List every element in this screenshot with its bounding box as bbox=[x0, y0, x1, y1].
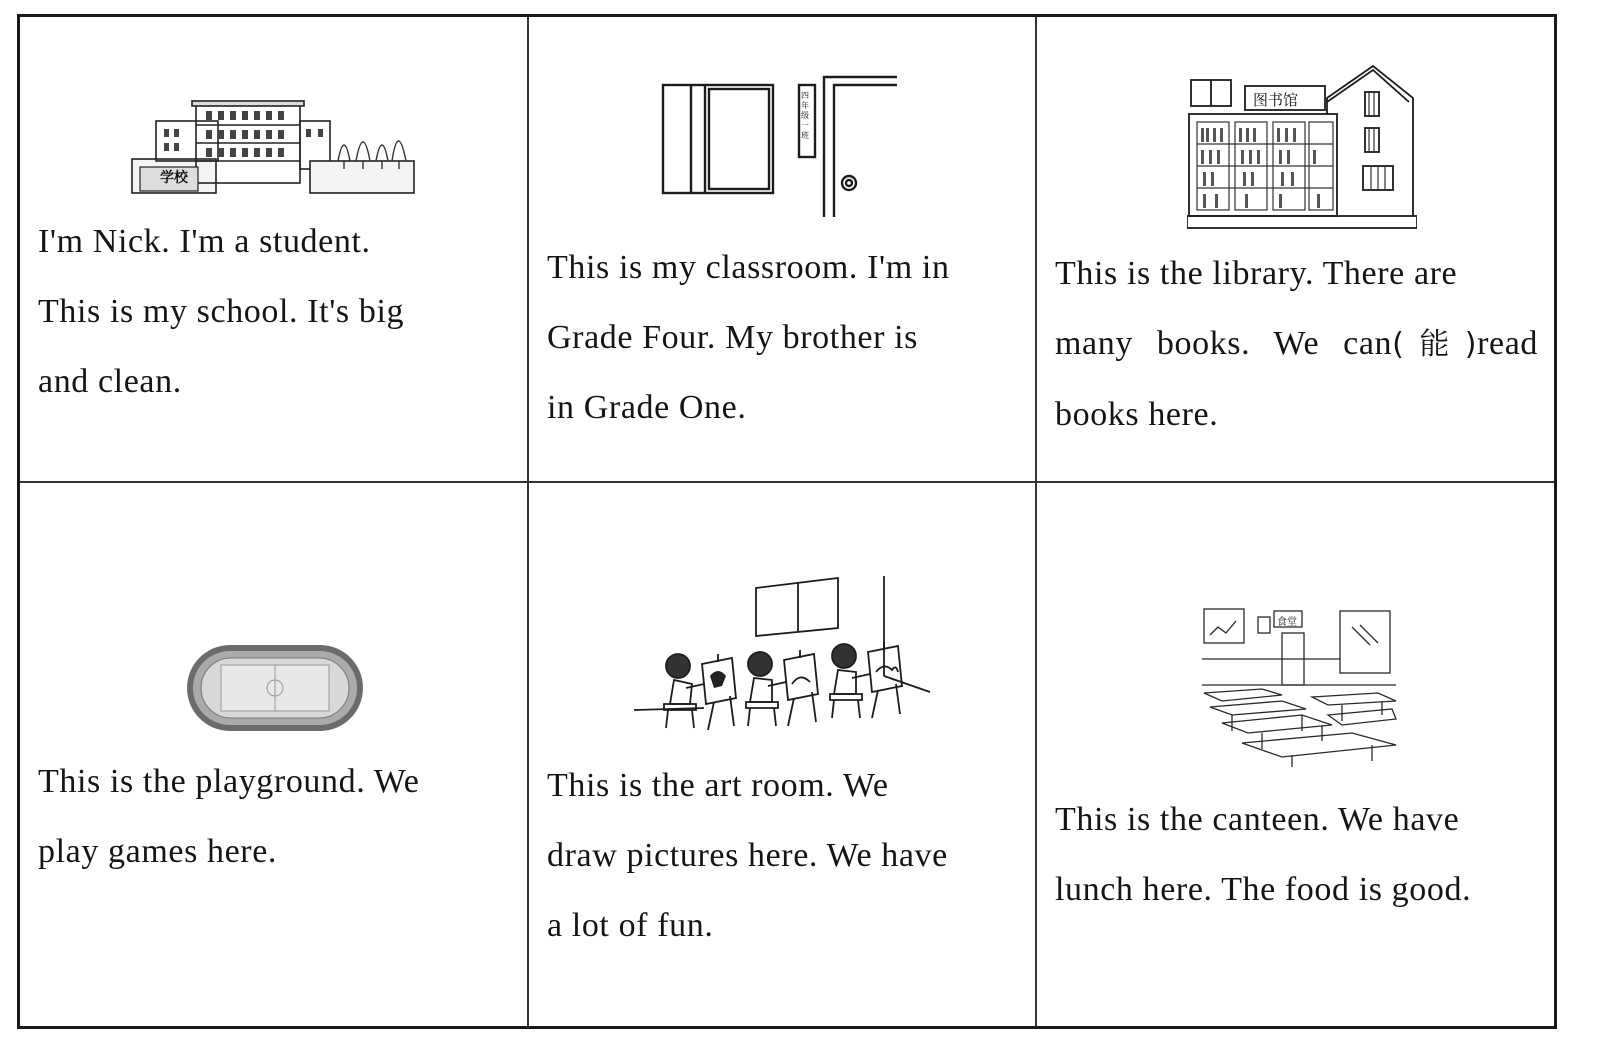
text-line: in Grade One. bbox=[547, 389, 747, 426]
card-art-room-text bbox=[547, 751, 1019, 961]
card-school bbox=[20, 17, 529, 483]
text-line: play games here. bbox=[38, 833, 278, 870]
card-playground bbox=[20, 483, 529, 1026]
card-canteen bbox=[1037, 483, 1554, 1026]
text-line-part: read bbox=[1477, 325, 1538, 362]
school-building-icon bbox=[130, 99, 416, 195]
text-line: a lot of fun. bbox=[547, 907, 714, 944]
text-line: I'm Nick. I'm a student. bbox=[38, 223, 371, 260]
reading-cards-table bbox=[17, 14, 1557, 1029]
text-line: This is the canteen. We have bbox=[1055, 801, 1460, 838]
art-room-icon bbox=[634, 568, 934, 738]
text-line bbox=[1055, 309, 1538, 380]
card-playground-text bbox=[38, 747, 511, 887]
text-line: lunch here. The food is good. bbox=[1055, 871, 1472, 908]
school-sign: 学校 bbox=[160, 170, 188, 186]
card-classroom-text bbox=[547, 233, 1019, 443]
chinese-gloss: (能) bbox=[1392, 327, 1478, 362]
text-line: draw pictures here. We have bbox=[547, 837, 948, 874]
text-line: This is the playground. We bbox=[38, 763, 420, 800]
playground-track-icon bbox=[185, 643, 365, 735]
canteen-icon bbox=[1202, 603, 1397, 768]
text-line: This is the art room. We bbox=[547, 767, 889, 804]
card-canteen-text bbox=[1055, 785, 1538, 925]
classroom-door-icon bbox=[659, 69, 899, 219]
text-line: and clean. bbox=[38, 363, 182, 400]
library-building-icon bbox=[1187, 62, 1417, 230]
text-line: This is the library. There are bbox=[1055, 255, 1458, 292]
classroom-sign: 四年级一班 bbox=[801, 91, 809, 140]
text-line: This is my classroom. I'm in bbox=[547, 249, 950, 286]
card-classroom bbox=[529, 17, 1037, 483]
card-art-room bbox=[529, 483, 1037, 1026]
text-line-part: many books. We can bbox=[1055, 325, 1393, 362]
library-sign: 图书馆 bbox=[1253, 91, 1299, 109]
card-library-text bbox=[1055, 239, 1538, 450]
text-line: Grade Four. My brother is bbox=[547, 319, 919, 356]
card-school-text bbox=[38, 207, 511, 417]
text-line: books here. bbox=[1055, 396, 1219, 433]
card-library bbox=[1037, 17, 1554, 483]
canteen-sign: 食堂 bbox=[1277, 617, 1297, 628]
text-line: This is my school. It's big bbox=[38, 293, 405, 330]
